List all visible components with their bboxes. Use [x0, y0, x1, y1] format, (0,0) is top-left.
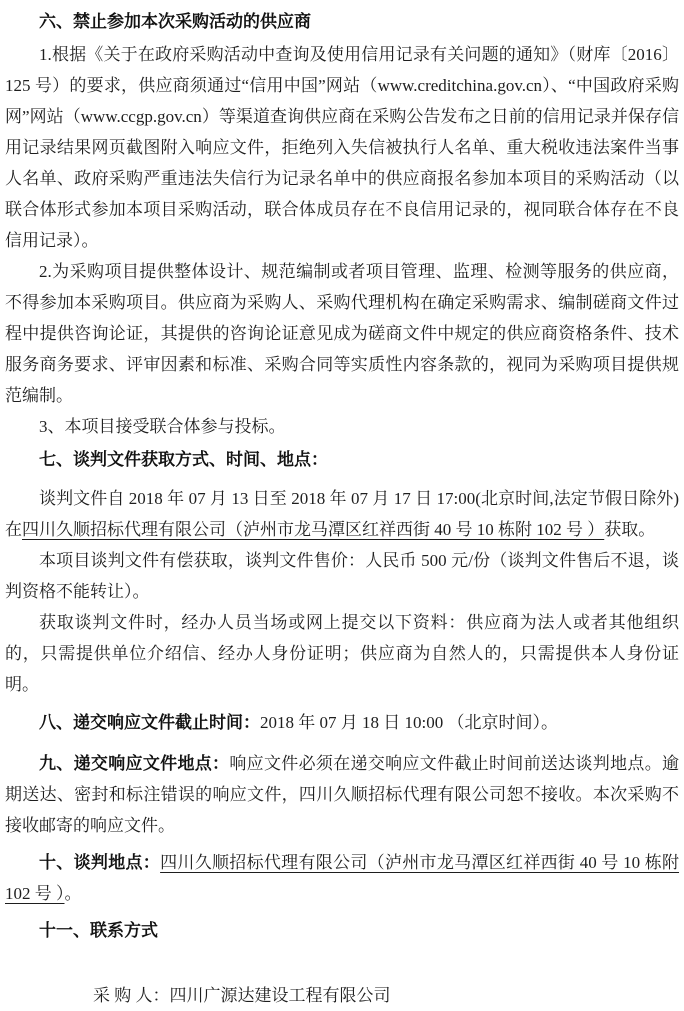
section-10-period: 。 — [64, 884, 82, 903]
section-8-deadline-line — [5, 707, 679, 738]
section-9-label: 九、递交响应文件地点： — [39, 754, 230, 773]
section-7-para-obtain-time-place — [5, 483, 679, 545]
buyer-label: 采 购 人： — [93, 986, 170, 1005]
section-6-para-consortium: 3、本项目接受联合体参与投标。 — [39, 417, 286, 436]
obtain-suffix-text: 获取。 — [604, 520, 656, 539]
section-6-heading: 六、禁止参加本次采购活动的供应商 — [39, 12, 311, 31]
section-7-para-required-materials: 获取谈判文件时，经办人员当场或网上提交以下资料：供应商为法人或者其他组织的，只需提供单位介绍信、经办人身份证明；供应商为自然人的，只需提供本人身份证明。 — [5, 613, 679, 694]
section-10-negotiation-place-para — [5, 847, 679, 909]
delivery-place-text: 响应文件必须在递交响应文件截止时间前送达谈判地点。逾期送达、密封和标注错误的响应文件，四川久顺招标代理有限公司恕不接收。本次采购不接收邮寄的响应文件。 — [5, 754, 680, 835]
section-11-heading: 十一、联系方式 — [39, 921, 158, 940]
buyer-name: 四川广源达建设工程有限公司 — [169, 986, 391, 1005]
negotiation-address-underlined: 四川久顺招标代理有限公司（泸州市龙马潭区红祥西街 40 号 10 栋附 102 号 ） — [5, 853, 680, 903]
section-10-label: 十、谈判地点： — [39, 853, 161, 872]
section-7-para-document-price: 本项目谈判文件有偿获取，谈判文件售价：人民币 500 元/份（谈判文件售后不退，谈判资格不能转让）。 — [5, 551, 679, 601]
obtain-period-text: 谈判文件自 2018 年 07 月 13 日至 2018 年 07 月 17 日 17:00(北京时间,法定节假日除外)在 — [5, 489, 679, 539]
section-6-para-consulting-restriction: 2.为采购项目提供整体设计、规范编制或者项目管理、监理、检测等服务的供应商，不得参加本采购项目。供应商为采购人、采购代理机构在确定采购需求、编制磋商文件过程中提供咨询论证，其提供的咨询论证意见成为磋商文件中规定的供应商资格条件、技术服务商务要求、评审因素和标准、采购合同等实质性内容条款的，视同为采购项目提供规范编制。 — [5, 262, 679, 405]
section-7-heading: 七、谈判文件获取方式、时间、地点： — [39, 450, 328, 469]
agency-address-underlined: 四川久顺招标代理有限公司（泸州市龙马潭区红祥西街 40 号 10 栋附 102 号 ） — [22, 520, 605, 539]
section-8-label: 八、递交响应文件截止时间： — [39, 713, 260, 732]
section-6-para-credit-record: 1.根据《关于在政府采购活动中查询及使用信用记录有关问题的通知》（财库〔2016〕125 号）的要求，供应商须通过“信用中国”网站（www.creditchina.gov.cn）、“中国政府采购网”网站（www.ccgp.gov.cn）等渠道查询供应商在采购公告发布之日前的信用记录并保存信用记录结果网页截图附入响应文件，拒绝列入失信被执行人名单、重大税收违法案件当事人名单、政府采购严重违法失信行为记录名单中的供应商报名参加本项目的采购活动（以联合体形式参加本项目采购活动，联合体成员存在不良信用记录的，视同联合体存在不良信用记录）。 — [5, 45, 679, 250]
section-9-delivery-place-para — [5, 748, 679, 841]
submission-deadline-text: 2018 年 07 月 18 日 10:00 （北京时间）。 — [260, 713, 558, 732]
buyer-line — [5, 980, 679, 1011]
